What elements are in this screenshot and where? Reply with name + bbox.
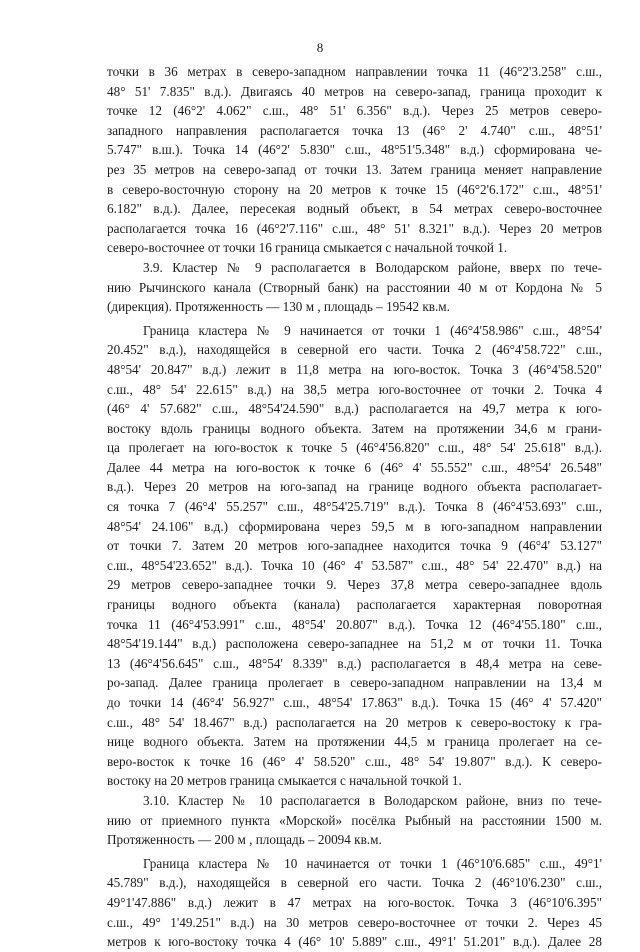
text-line: точки в 36 метрах в северо-западном направлении точка 11 (46°2'3.258" с.ш., (107, 64, 602, 79)
page-number: 8 (316, 40, 324, 55)
text-line: Граница кластера № 10 начинается от точки 1 (46°10'6.685" с.ш., 49°1' (143, 855, 602, 871)
text-line: располагается точка 16 (46°2'7.116" с.ш., 48° 51' 8.321" в.д.). Через 20 метров (107, 220, 602, 236)
text-line: от точки 7. Затем 20 метров юго-западнее находится точка 9 (46°4' 53.127" (107, 538, 602, 554)
text-line: с.ш., 49° 1'49.251" в.д.) на 30 метров северо-восточнее от точки 2. Через 45 (107, 914, 602, 930)
text-line: до точки 14 (46°4' 56.927" с.ш., 48°54' 17.863" в.д.). Точка 15 (46° 4' 57.420" (107, 695, 602, 710)
text-line: 29 метров северо-западнее точки 9. Через 37,8 метра северо-западнее вдоль (107, 577, 602, 593)
text-line: востоку на 20 метров граница смыкается с начальной точкой 1. (107, 773, 462, 789)
text-line: ся точка 7 (46°4' 55.257" с.ш., 48°54'25.719" в.д.). Точка 8 (46°4'53.693" с.ш., (107, 499, 602, 515)
text-line: рез 35 метров на северо-запад от точки 13. Затем граница меняет направление (107, 161, 602, 177)
text-line: (46° 4' 57.682" с.ш., 48°54'24.590" в.д.) располагается на 49,7 метра к юго- (107, 401, 602, 417)
document-body (107, 62, 602, 952)
text-line: Граница кластера № 9 начинается от точки 1 (46°4'58.986" с.ш., 48°54' (143, 322, 602, 338)
text-line: точка 11 (46°4'53.991" с.ш., 48°54' 20.807" в.д.). Точка 12 (46°4'55.180" с.ш., (107, 616, 602, 632)
text-line: 48° 51' 7.835" в.д.). Двигаясь 40 метров на северо-запад, граница проходит к (107, 83, 602, 99)
text-line: ца пролегает на юго-восток к точке 5 (46°4'56.820" с.ш., 48° 54' 25.618" в.д.). (107, 440, 602, 456)
text-line: с.ш., 48° 54' 22.615" в.д.) на 38,5 метра юго-восточнее от точки 2. Точка 4 (107, 381, 602, 397)
text-line: 48°54'19.144" в.д.) расположена северо-западнее на 51,2 м от точки 11. Точка (107, 636, 602, 652)
text-line: 45.789" в.д.), находящейся в северной его части. Точка 2 (46°10'6.230" с.ш., (107, 875, 602, 891)
text-line: точке 12 (46°2' 4.062" с.ш., 48° 51' 6.356" в.д.). Через 25 метров северо- (107, 103, 602, 119)
text-line: западного направления располагается точка 13 (46° 2' 4.740" с.ш., 48°51' (107, 122, 602, 138)
text-line: северо-восточнее от точки 16 граница смыкается с начальной точкой 1. (107, 240, 508, 256)
text-line: нию от приемного пункта «Морской» посёлка Рыбный на расстоянии 1500 м. (107, 812, 602, 828)
text-line: границы водного объекта (канала) располагается характерная поворотная (107, 597, 602, 613)
text-line: в.д.). Через 20 метров на юго-запад на границе водного объекта располагает- (107, 479, 602, 495)
text-line: 48°54' 24.106" в.д.) сформирована через 59,5 м в юго-западном направлении (107, 518, 602, 534)
text-line: веро-восток к точке 16 (46° 4' 58.520" с.ш., 48° 54' 19.807" в.д.). К северо- (107, 753, 602, 769)
text-line: 5.747" в.ш.). Точка 14 (46°2' 5.830" с.ш., 48°51'5.348" в.д.) сформирована че- (107, 142, 602, 158)
text-line: в северо-восточную сторону на 20 метров к точке 15 (46°2'6.172" с.ш., 48°51' (107, 181, 602, 197)
text-line: с.ш., 48°54'23.652" в.д.). Точка 10 (46° 4' 53.587" с.ш., 48° 54' 22.470" в.д.) на (107, 557, 602, 573)
text-line: ро-запад. Далее граница пролегает в северо-западном направлении на 13,4 м (107, 675, 602, 691)
text-line: нице водного объекта. Затем на протяжении 44,5 м граница пролегает на се- (107, 734, 602, 750)
text-line: Далее 44 метра на юго-восток к точке 6 (46° 4' 55.552" с.ш., 48°54' 26.548" (107, 459, 602, 475)
text-line: 6.182" в.д.). Далее, пересекая водный объект, в 54 метрах северо-восточнее (107, 201, 602, 217)
text-line: 3.9. Кластер № 9 располагается в Володарском районе, вверх по тече- (143, 259, 602, 275)
text-line: 3.10. Кластер № 10 располагается в Володарском районе, вниз по тече- (143, 792, 602, 808)
text-line: нию Рычинского канала (Створный банк) на расстоянии 40 м от Кордона № 5 (107, 279, 602, 295)
text-line: (дирекция). Протяженность — 130 м , площадь – 19542 кв.м. (107, 299, 450, 315)
text-line: 48°54' 20.847" в.д.) лежит в 11,8 метра на юго-восток. Точка 3 (46°4'58.520" (107, 361, 602, 377)
text-line: метров к юго-востоку точка 4 (46° 10' 5.889" с.ш., 49°1' 51.201" в.д.). Далее 28 (107, 934, 602, 950)
text-line: востоку вдоль границы водного объекта. Затем на протяжении 34,6 м грани- (107, 420, 602, 436)
text-line: Протяженность — 200 м , площадь – 20094 кв.м. (107, 832, 382, 848)
text-line: с.ш., 48° 54' 18.467" в.д.) располагается на 20 метров к северо-востоку к гра- (107, 714, 602, 730)
text-line: 20.452" в.д.), находящейся в северной его части. Точка 2 (46°4'58.722" с.ш., (107, 342, 602, 358)
text-line: 13 (46°4'56.645" с.ш., 48°54' 8.339" в.д.) располагается в 48,4 метра на севе- (107, 655, 602, 671)
text-line: 49°1'47.886" в.д.) лежит в 47 метрах на юго-восток. Точка 3 (46°10'6.395" (107, 894, 602, 910)
